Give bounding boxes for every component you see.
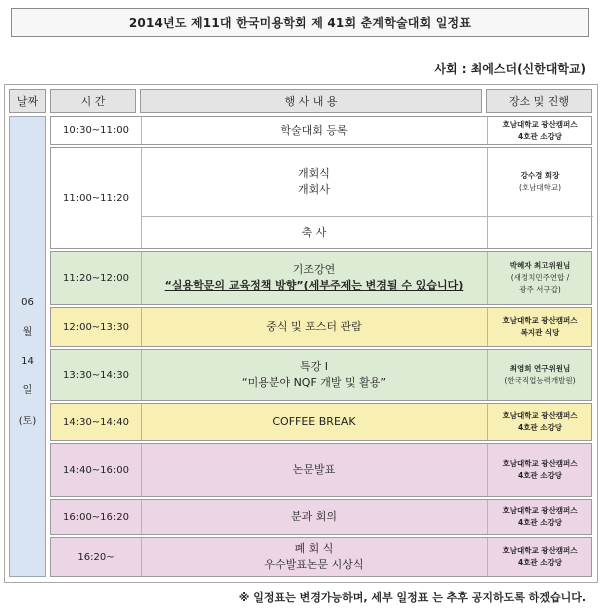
host-label: 사회 : 최에스더(신한대학교) [434,62,586,76]
event-line: “실용학문의 교육정책 방향”(세부주제는 변경될 수 있습니다) [164,279,464,292]
event-line: 분과 회의 [290,510,337,523]
event-line: COFFEE BREAK [272,415,356,428]
schedule-row [50,147,592,249]
header-date: 날짜 [9,89,46,113]
place-cell [487,350,593,400]
event-line: “미용분야 NQF 개발 및 활용” [241,376,387,389]
place-cell [487,500,593,534]
date-day-unit: 일 [22,385,33,396]
event-cell [141,444,487,496]
place-line: 호남대학교 광산캠퍼스 [502,506,578,515]
time-cell: 16:00~16:20 [62,511,129,523]
event-line: 논문발표 [292,463,336,476]
schedule-row [50,443,592,497]
place-cell [487,444,593,496]
place-line: 복지관 식당 [520,328,560,337]
event-line: 우수발표논문 시상식 [264,558,364,571]
event-cell [141,350,487,400]
schedule-row [50,349,592,401]
header-place: 장소 및 진행 [486,89,592,113]
place-cell [487,538,593,576]
time-cell: 13:30~14:30 [62,369,129,381]
place-cell [487,252,593,304]
schedule-row [50,499,592,535]
place-line: 4호관 소강당 [517,131,563,141]
event-cell [141,217,487,248]
date-day: 14 [21,356,34,367]
event-line: 폐 회 식 [294,542,334,555]
date-month: 06 [21,297,34,308]
event-line: 특강 Ⅰ [300,360,328,373]
date-weekday: (토) [18,416,37,427]
place-line: 최영희 연구위원님 [509,364,571,373]
place-cell [487,117,593,144]
schedule-row [50,307,592,347]
place-line: (호남대학교) [518,183,562,192]
place-line: 호남대학교 광산캠퍼스 [502,459,578,468]
place-line: (새정치민주연합 / [510,273,570,282]
place-cell [487,404,593,440]
time-cell: 16:20~ [77,551,115,563]
time-cell: 12:00~13:30 [62,321,129,333]
place-line: 박혜자 최고위원님 [509,261,571,270]
place-cell [487,308,593,346]
place-line: 4호관 소강당 [517,423,563,432]
schedule-row [50,537,592,577]
date-month-unit: 월 [22,327,33,338]
schedule-row [50,403,592,441]
schedule-row [50,251,592,305]
event-cell [141,404,487,440]
footnote: ※ 일정표는 변경가능하며, 세부 일정표 는 추후 공지하도록 하겠습니다. [238,591,586,604]
header-event: 행 사 내 용 [140,89,482,113]
time-cell: 10:30~11:00 [62,125,129,136]
schedule-title: 2014년도 제11대 한국미용학회 제 41회 춘계학술대회 일정표 [11,8,589,37]
event-line: 개회사 [298,183,330,196]
time-cell: 14:40~16:00 [62,464,129,476]
place-line: 4호관 소강당 [517,518,563,527]
place-line: 4호관 소강당 [517,471,563,480]
event-cell [141,148,487,216]
schedule-row [50,116,592,145]
schedule-table [4,84,598,583]
time-cell: 14:30~14:40 [62,416,129,428]
place-line: 호남대학교 광산캠퍼스 [502,546,578,555]
header-time: 시 간 [50,89,136,113]
place-line: 광주 서구갑) [519,285,561,294]
place-line: 강수경 회장 [520,171,560,180]
event-line: 학술대회 등록 [280,123,348,137]
event-cell [141,117,487,144]
time-cell: 11:00~11:20 [62,192,129,204]
event-cell [141,538,487,576]
date-column [9,116,46,577]
event-line: 개회식 [298,167,330,180]
event-line: 중식 및 포스터 관람 [266,320,362,333]
event-cell [141,500,487,534]
place-line: (한국직업능력개발원) [504,376,576,385]
place-line: 4호관 소강당 [517,558,563,567]
event-line: 기조강연 [292,263,336,276]
event-cell [141,308,487,346]
time-cell: 11:20~12:00 [62,272,129,284]
event-cell [141,252,487,304]
place-line: 호남대학교 광산캠퍼스 [502,316,578,325]
event-line: 축 사 [301,225,327,239]
place-line: 호남대학교 광산캠퍼스 [502,119,578,129]
place-line: 호남대학교 광산캠퍼스 [502,411,578,420]
place-cell [487,148,593,216]
